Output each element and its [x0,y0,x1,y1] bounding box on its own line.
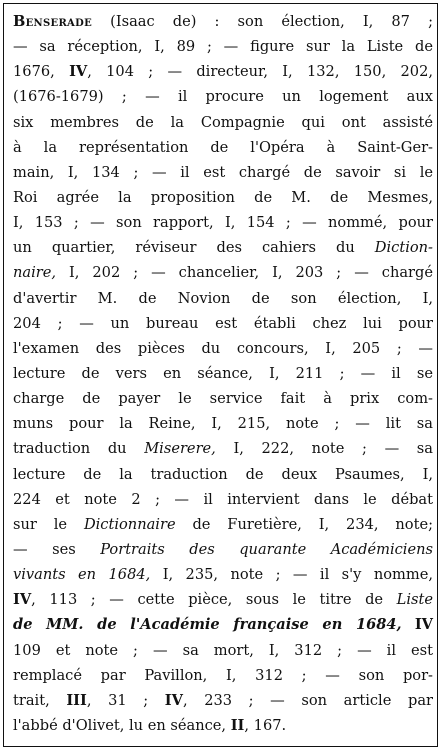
text-line [13,110,433,135]
text-line [13,235,433,260]
text-run: , 113 ; — cette pièce, sous le titre de [31,591,397,609]
text-run: , 167. [244,716,287,734]
text-line [13,84,433,109]
text-run: muns pour la Reine, I, 215, note ; — lit sa [13,415,433,433]
text-line [13,336,433,361]
text-run: I, 153 ; — son rapport, I, 154 ; — nommé, pour [13,214,433,232]
text-run: Miserere, [144,440,216,458]
text-run: traduction du [13,440,145,458]
text-line [13,462,433,487]
text-line [13,386,433,411]
text-run: à la représentation de l'Opéra à Saint-Ger- [13,138,433,156]
text-line [13,562,433,587]
text-run: 109 et note ; — sa mort, I, 312 ; — il est [13,641,433,659]
text-run: lecture de la traduction de deux Psaumes, I, [13,465,433,483]
text-line [13,59,433,84]
text-run: I, 202 ; — chancelier, I, 203 ; — chargé [56,264,433,282]
text-line [13,210,433,235]
text-run: sur le [13,515,84,533]
text-line [13,612,433,637]
text-line [13,185,433,210]
text-run: lecture de vers en séance, I, 211 ; — il se [13,364,433,382]
text-line [13,260,433,285]
text-run: d'avertir M. de Novion de son élection, I, [13,289,433,307]
text-line [13,34,433,59]
text-run: (Isaac de) : son élection, I, 87 ; [92,13,433,30]
text-line [13,311,433,336]
text-run: — ses [13,540,101,558]
text-run: , 104 ; — directeur, I, 132, 150, 202, [87,63,433,81]
text-line [13,512,433,537]
text-run: Portraits des quarante Académiciens [100,540,433,558]
text-run: 204 ; — un bureau est établi chez lui pour [13,314,433,332]
text-run: I, 235, note ; — il s'y nomme, [150,566,433,584]
text-run: naire, [13,264,57,282]
text-run: , 31 ; [86,691,165,709]
text-run: Dictionnaire [83,515,176,533]
text-line [13,160,433,185]
text-run: IV [414,616,433,634]
text-run: de Furetière, I, 234, note; [175,515,434,533]
text-line [13,361,433,386]
text-run: IV [164,691,183,709]
text-run: vivants en 1684, [13,566,151,584]
entry-heading: Benserade [13,13,93,30]
text-run: l'abbé d'Olivet, lu en séance, [13,716,231,734]
text-line [13,537,433,562]
text-line [13,663,433,688]
text-run: IV [13,591,32,609]
text-run: Roi agrée la proposition de M. de Mesmes, [13,188,433,206]
text-line [13,638,433,663]
text-run: charge de payer le service fait à prix com- [13,390,433,408]
text-run: III [66,691,87,709]
text-line [13,436,433,461]
text-line [13,411,433,436]
index-entry-benserade [13,9,433,738]
text-line [13,713,433,738]
text-line [13,286,433,311]
text-run: 1676, [13,63,70,81]
text-run: — sa réception, I, 89 ; — figure sur la Liste de [13,38,433,56]
text-run: six membres de la Compagnie qui ont assisté [13,113,433,131]
text-line [13,9,433,34]
text-run: Diction- [374,239,433,257]
text-run: un quartier, réviseur des cahiers du [13,239,375,257]
text-run: trait, [13,691,67,709]
page-frame [3,3,438,747]
text-line [13,487,433,512]
text-run: (1676-1679) ; — il procure un logement aux [13,88,433,106]
text-line [13,688,433,713]
text-run: 224 et note 2 ; — il intervient dans le débat [13,490,433,508]
text-line [13,587,433,612]
text-run: I, 222, note ; — sa [215,440,433,458]
text-run: de MM. de l'Académie française en 1684, [13,616,402,634]
text-line [13,135,433,160]
text-run: II [230,716,245,734]
text-run: l'examen des pièces du concours, I, 205 ; — [13,339,433,357]
text-run: main, I, 134 ; — il est chargé de savoir si le [13,163,433,181]
text-run [402,616,415,633]
text-run: IV [69,63,88,81]
text-run: , 233 ; — son article par [182,691,433,709]
text-run: Liste [396,591,433,609]
text-run: remplacé par Pavillon, I, 312 ; — son por- [13,666,433,684]
